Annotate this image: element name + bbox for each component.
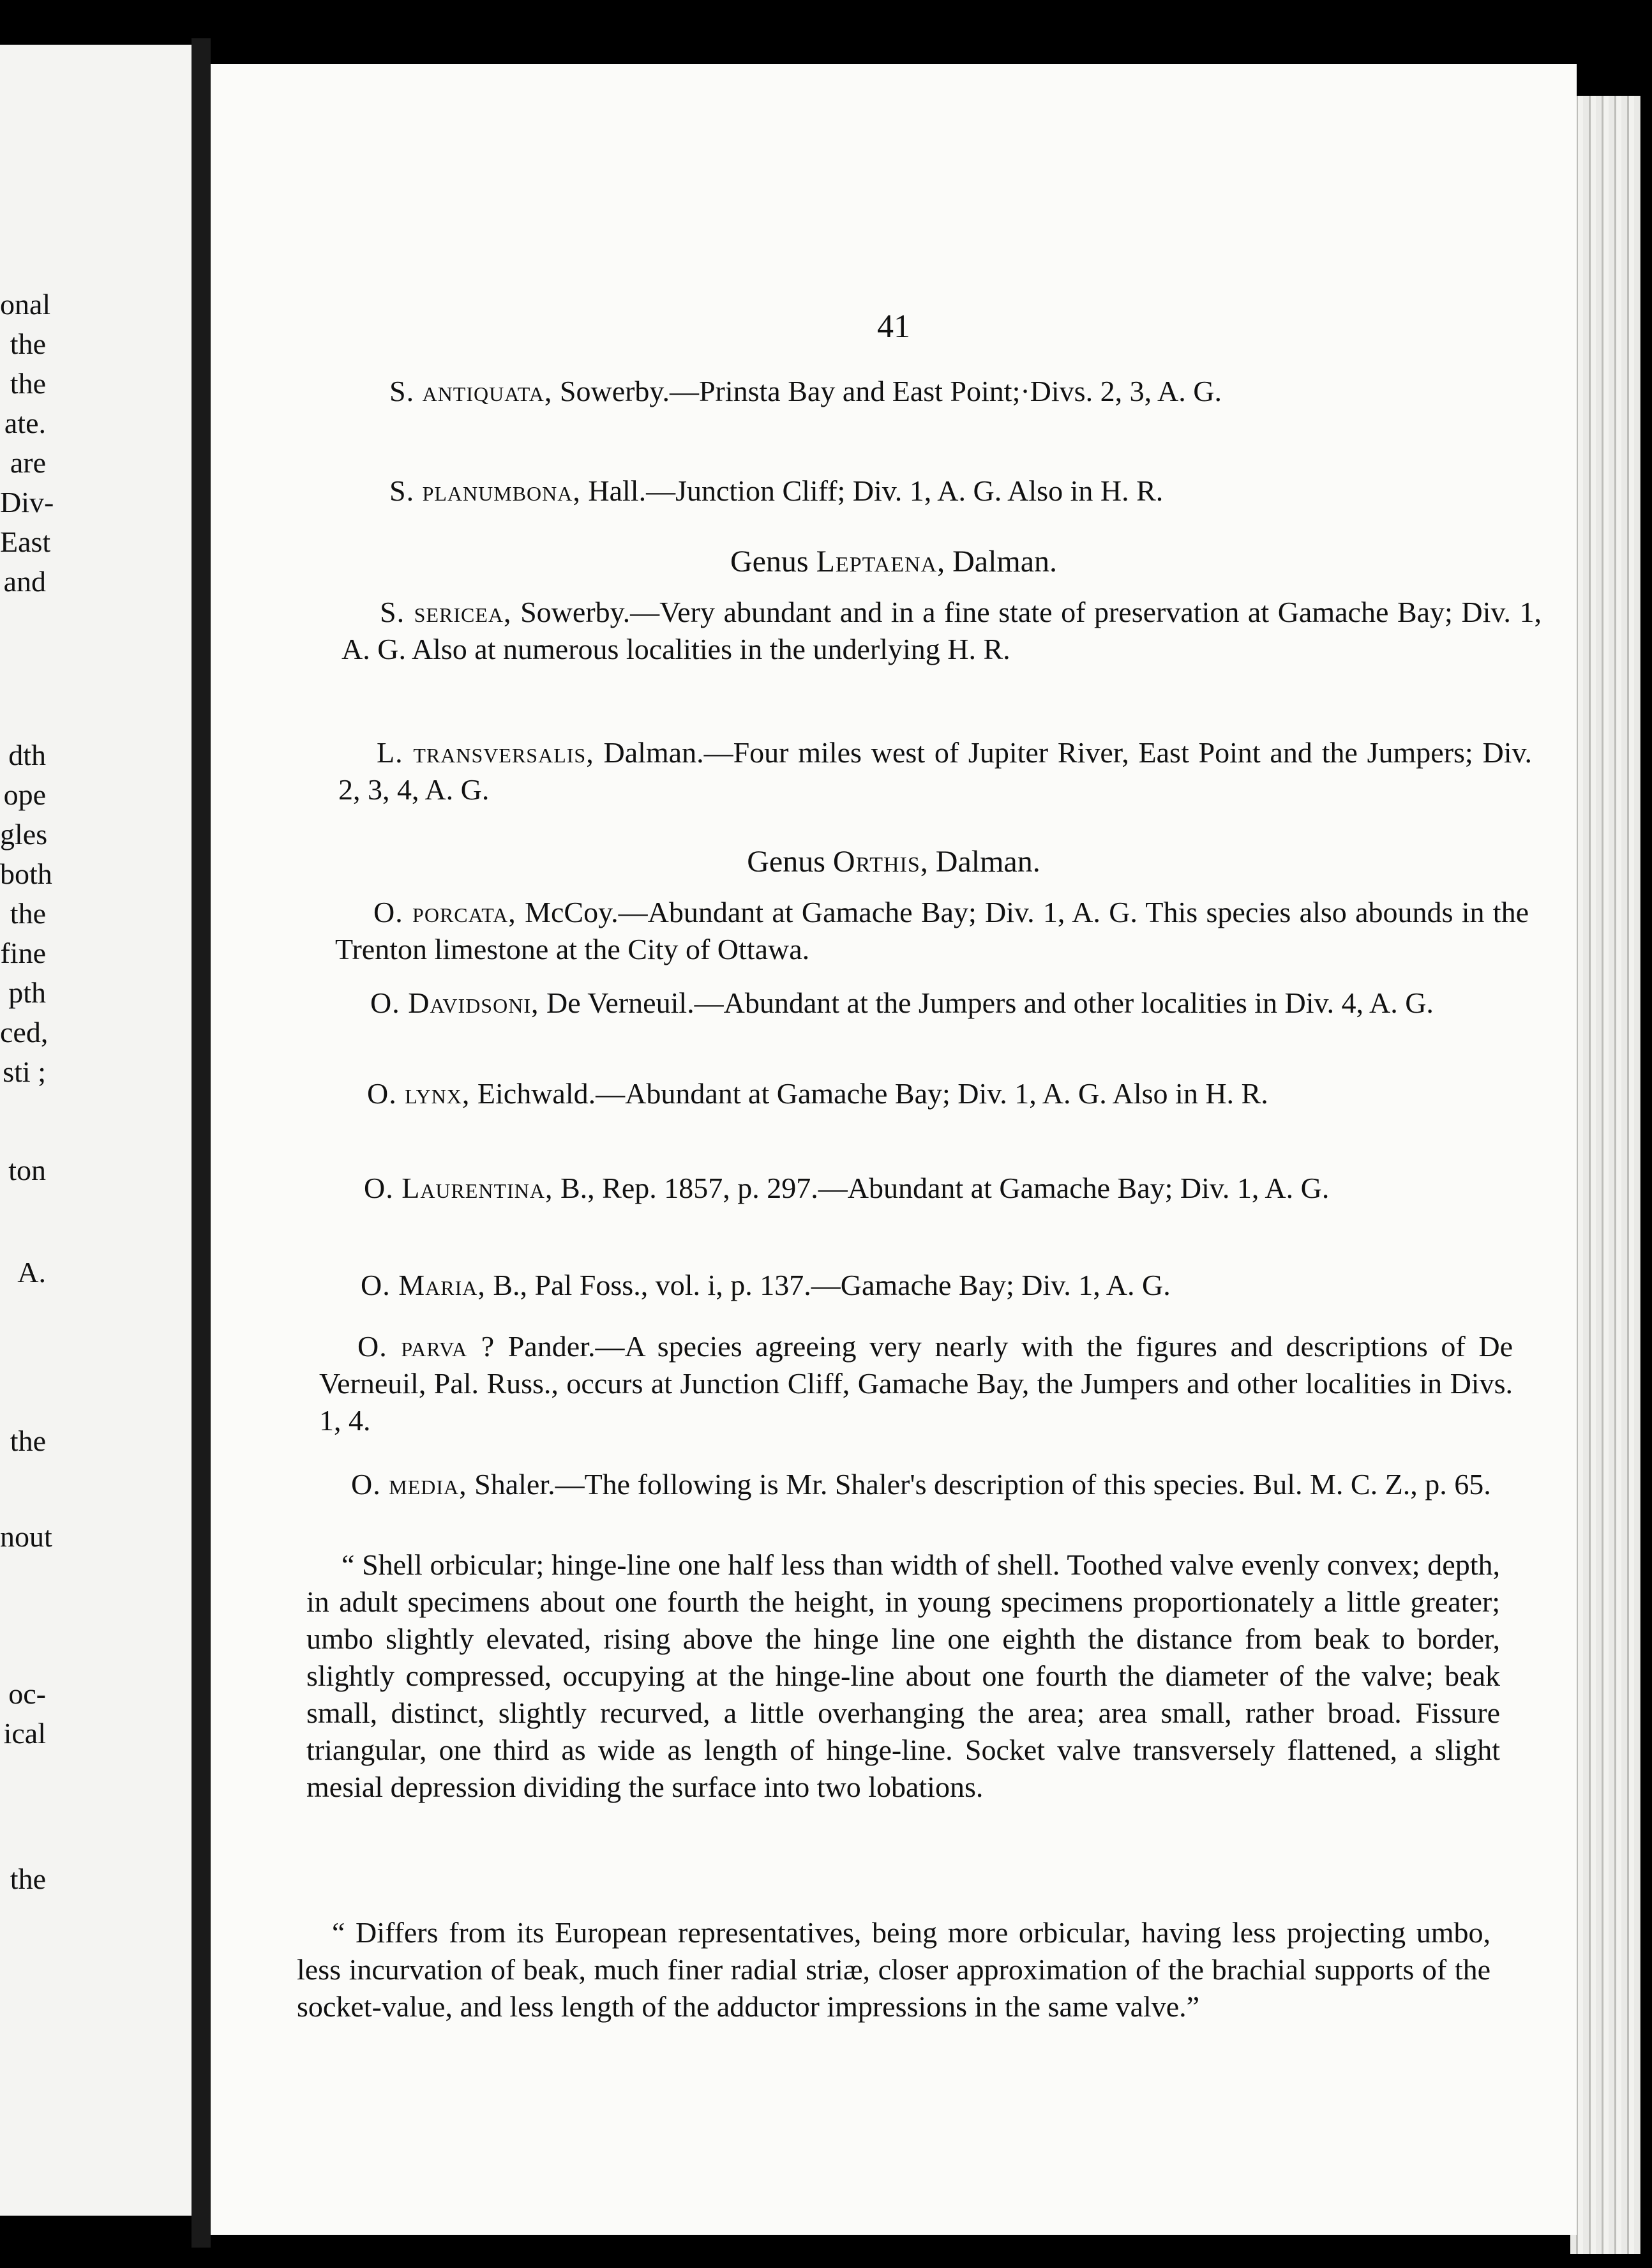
species-description: B., Rep. 1857, p. 297.—Abundant at Gamache Bay; Div. 1, A. G. [553, 1172, 1330, 1204]
left-page-fragment: dth [8, 739, 46, 771]
species-description: De Verneuil.—Abundant at the Jumpers and other localities in Div. 4, A. G. [539, 987, 1434, 1019]
genus-name: Orthis [832, 845, 920, 879]
species-name: O. lynx, [367, 1077, 470, 1110]
left-page-fragment: gles [0, 818, 48, 850]
left-page-fragment: the [10, 1425, 46, 1457]
species-description: Sowerby.—Very abundant and in a fine state of preservation at Gamache Bay; Div. 1, A. G. Also at numerous localities in the underlying H. R. [342, 596, 1542, 665]
left-page-fragment: East [0, 525, 51, 558]
species-description: Hall.—Junction Cliff; Div. 1, A. G. Also in H. R. [580, 474, 1164, 507]
species-name: O. parva ? [357, 1330, 495, 1363]
left-facing-page [0, 45, 191, 2216]
book-page [211, 64, 1577, 2235]
left-page-fragment: onal [0, 288, 51, 321]
page-edges [1570, 96, 1641, 2254]
left-page-fragment: fine [0, 937, 46, 969]
species-name: O. Davidsoni, [370, 987, 539, 1019]
species-name: S. planumbona, [389, 474, 581, 507]
species-entry [351, 472, 1545, 510]
species-name: S. sericea, [380, 596, 512, 628]
left-page-fragment: the [10, 897, 46, 930]
left-page-fragment: ical [3, 1717, 46, 1750]
left-page-fragment: pth [8, 976, 46, 1009]
quoted-comparison: “ Differs from its European representatives, being more orbicular, having less projecting umbo, less incurvation of beak, much finer radial striæ, closer approximation of the brachial supports of the socket-value, and less length of the adductor impressions in the same valve.” [297, 1916, 1491, 2023]
left-page-fragment: are [10, 446, 46, 479]
species-name: L. transversalis, [377, 736, 594, 769]
left-page-fragment: the [10, 328, 46, 360]
species-entry [351, 373, 1545, 410]
species-description: Shaler.—The following is Mr. Shaler's description of this species. Bul. M. C. Z., p. 65. [467, 1468, 1491, 1501]
left-page-fragment: both [0, 858, 52, 890]
species-name: S. antiquata, [389, 375, 553, 407]
quoted-description: “ Shell orbicular; hinge-line one half less than width of shell. Toothed valve evenly convex; depth, in adult specimens about one fourth the height, in young specimens proportionately a little greater; umbo slightly elevated, rising above the hinge line one eighth the distance from beak to border, slightly compressed, occupying at the hinge-line about one fourth the diameter of the valve; beak small, distinct, slightly recurved, a little overhanging the area; area small, rather broad. Fissure triangular, one third as wide as length of hinge-line. Socket valve transversely flattened, a slight mesial depression dividing the surface into two lobations. [306, 1548, 1500, 1803]
left-page-fragment: the [10, 367, 46, 400]
left-page-fragment: oc- [8, 1677, 46, 1710]
left-page-fragment: ced, [0, 1016, 49, 1048]
left-page-fragment: the [10, 1863, 46, 1895]
species-entry [338, 734, 1532, 808]
left-page-fragment: Div- [0, 486, 54, 518]
species-description: Sowerby.—Prinsta Bay and East Point;·Divs. 2, 3, A. G. [552, 375, 1222, 407]
genus-author: , Dalman. [937, 545, 1058, 578]
left-page-fragment: nout [0, 1520, 52, 1553]
species-name: O. media, [351, 1468, 467, 1501]
species-name: O. Maria, [361, 1269, 486, 1301]
species-description: McCoy.—Abundant at Gamache Bay; Div. 1, A. G. This species also abounds in the Trenton limestone at the City of Ottawa. [335, 896, 1529, 965]
page-number: 41 [877, 308, 910, 345]
species-name: O. Laurentina, [364, 1172, 553, 1204]
book-gutter [191, 38, 211, 2248]
species-name: O. porcata, [373, 896, 516, 928]
genus-author: , Dalman. [920, 845, 1040, 879]
left-page-fragment: ate. [4, 407, 46, 439]
species-entry [322, 1267, 1516, 1304]
species-entry [329, 1075, 1522, 1112]
left-page-fragment: sti ; [3, 1055, 46, 1088]
genus-prefix: Genus [730, 545, 816, 578]
species-entry [319, 1328, 1513, 1439]
page-text [211, 64, 1577, 2235]
species-entry [332, 985, 1526, 1022]
left-page-fragment: and [3, 565, 46, 598]
genus-heading [211, 844, 1577, 879]
species-entry [313, 1466, 1506, 1503]
left-page-fragment: ope [3, 778, 46, 811]
genus-heading [211, 544, 1577, 579]
species-description: B., Pal Foss., vol. i, p. 137.—Gamache Bay; Div. 1, A. G. [485, 1269, 1171, 1301]
genus-name: Leptaena [816, 545, 938, 578]
species-entry [335, 894, 1529, 968]
genus-prefix: Genus [747, 845, 833, 879]
species-description: Eichwald.—Abundant at Gamache Bay; Div. 1, A. G. Also in H. R. [470, 1077, 1268, 1110]
species-description: Pander.—A species agreeing very nearly with the figures and descriptions of De Verneuil, Pal. Russ., occurs at Junction Cliff, Gamache Bay, the Jumpers and other localities in Divs. 1, 4. [319, 1330, 1513, 1437]
left-page-fragment: ton [8, 1154, 46, 1186]
species-entry [326, 1170, 1519, 1207]
species-entry [342, 594, 1542, 668]
species-description: Dalman.—Four miles west of Jupiter River, East Point and the Jumpers; Div. 2, 3, 4, A. G. [338, 736, 1532, 806]
left-page-fragment: A. [17, 1256, 46, 1289]
